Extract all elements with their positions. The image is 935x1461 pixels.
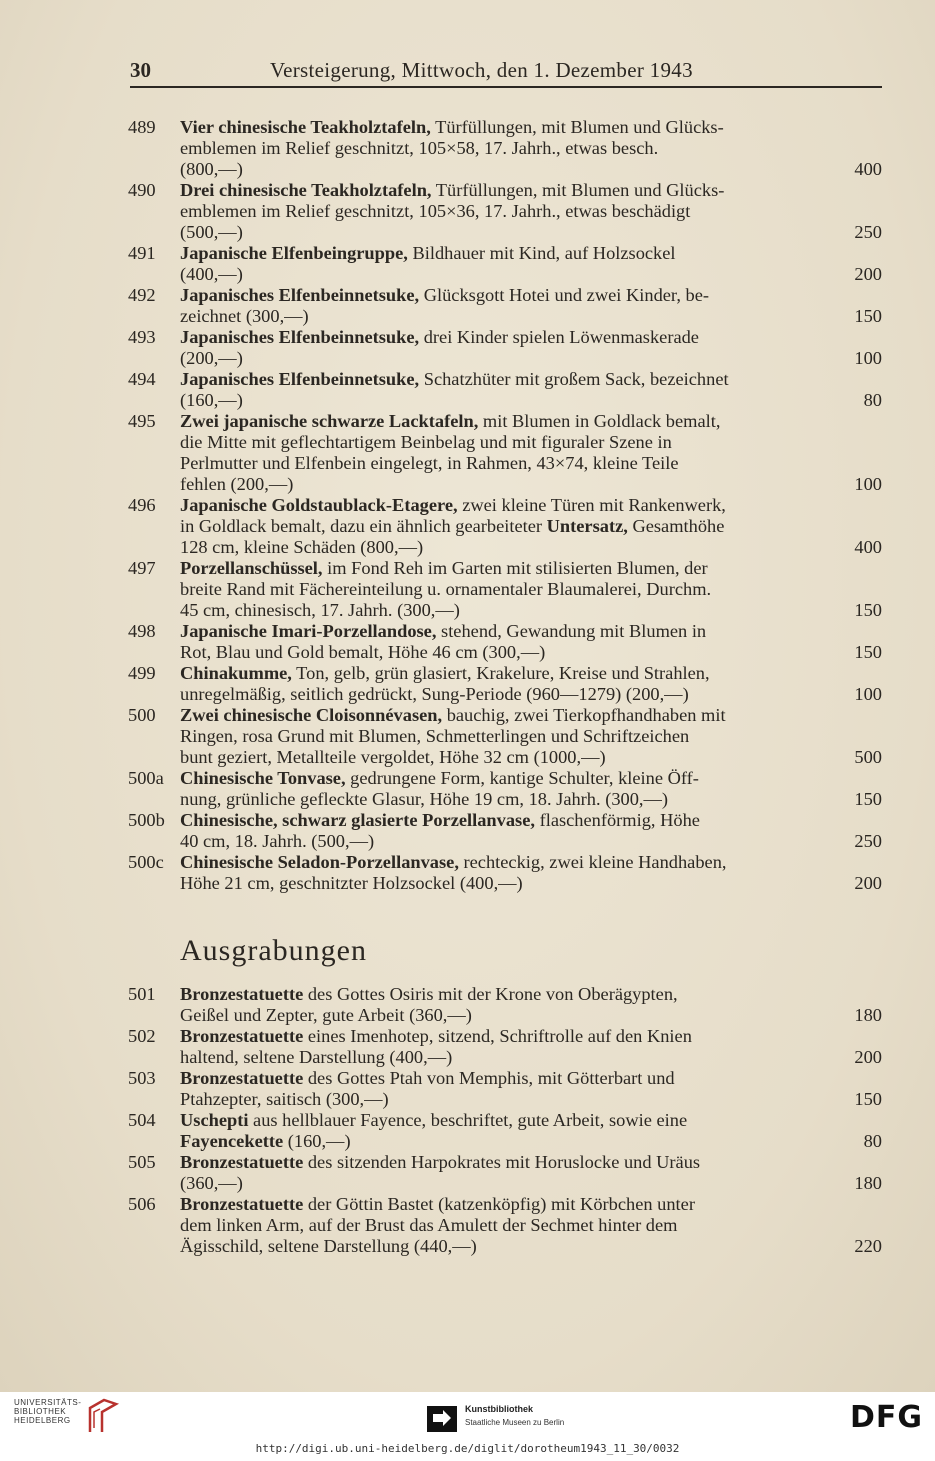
lot-price: 250 xyxy=(854,222,882,242)
description-line xyxy=(180,831,882,852)
description-line xyxy=(180,984,882,1005)
description-line xyxy=(180,600,882,621)
ub-logo-line: UNIVERSITÄTS- xyxy=(14,1398,82,1407)
lot-text: zwei kleine Türen mit Rankenwerk, xyxy=(457,495,726,515)
lot-text: zeichnet (300,—) xyxy=(180,306,309,326)
lot-title: Japanisches Elfenbeinnetsuke, xyxy=(180,369,420,389)
lot-text: Türfüllungen, mit Blumen und Glücks- xyxy=(431,180,725,200)
lot-text: des sitzenden Harpokrates mit Horuslocke und Uräus xyxy=(303,1152,701,1172)
lot-description xyxy=(180,663,882,705)
lot-text: drei Kinder spielen Löwenmaskerade xyxy=(419,327,699,347)
lot-text: in Goldlack bemalt, dazu ein ähnlich gearbeiteter xyxy=(180,516,547,536)
lot-title: Zwei chinesische Cloisonnévasen, xyxy=(180,705,443,725)
lot-title: Bronzestatuette xyxy=(180,1152,304,1172)
lot-text: Höhe 21 cm, geschnitzter Holzsockel (400,—) xyxy=(180,873,523,893)
lot-number: 500 xyxy=(128,705,156,725)
lot-number: 491 xyxy=(128,243,156,263)
lot-number: 490 xyxy=(128,180,156,200)
description-line xyxy=(180,684,882,705)
lot-number: 496 xyxy=(128,495,156,515)
lot-number: 500c xyxy=(128,852,164,872)
description-line xyxy=(180,432,882,453)
lot-description xyxy=(180,369,882,411)
lot-title: Vier chinesische Teakholztafeln, xyxy=(180,117,431,137)
lot-list-ausgrabungen xyxy=(128,984,882,1257)
lot-text: breite Rand mit Fächereinteilung u. ornamentaler Blaumalerei, Durchm. xyxy=(180,579,712,599)
description-line xyxy=(180,768,882,789)
lot-text: eines Imenhotep, sitzend, Schriftrolle auf den Knien xyxy=(303,1026,692,1046)
lot-text: bunt geziert, Metallteile vergoldet, Höhe 32 cm (1000,—) xyxy=(180,747,606,767)
lot-number: 503 xyxy=(128,1068,156,1088)
lot-description xyxy=(180,1194,882,1257)
section-title: Ausgrabungen xyxy=(180,934,367,967)
description-line xyxy=(180,159,882,180)
kb-subtitle: Staatliche Museen zu Berlin xyxy=(465,1418,565,1427)
lot-entry xyxy=(128,1026,882,1068)
lot-text: Geißel und Zepter, gute Arbeit (360,—) xyxy=(180,1005,472,1025)
lot-price: 150 xyxy=(854,306,882,326)
lot-price: 200 xyxy=(854,264,882,284)
lot-description xyxy=(180,243,882,285)
lot-number: 506 xyxy=(128,1194,156,1214)
description-line xyxy=(180,1005,882,1026)
lot-title: Chinakumme, xyxy=(180,663,292,683)
lot-number: 502 xyxy=(128,1026,156,1046)
description-line xyxy=(180,453,882,474)
lot-number: 500a xyxy=(128,768,164,788)
lot-description xyxy=(180,1152,882,1194)
lot-description xyxy=(180,117,882,180)
lot-text: der Göttin Bastet (katzenköpfig) mit Körbchen unter xyxy=(303,1194,695,1214)
lot-text: (400,—) xyxy=(180,264,243,284)
lot-price: 150 xyxy=(854,642,882,662)
page-number: 30 xyxy=(130,58,151,82)
description-line xyxy=(180,138,882,159)
page-header xyxy=(130,52,882,88)
lot-title: Japanische Goldstaublack-Etagere, xyxy=(180,495,458,515)
lot-text: Rot, Blau und Gold bemalt, Höhe 46 cm (300,—) xyxy=(180,642,546,662)
lot-text: unregelmäßig, seitlich gedrückt, Sung-Periode (960—1279) (200,—) xyxy=(180,684,689,704)
lot-text: stehend, Gewandung mit Blumen in xyxy=(436,621,707,641)
lot-price: 150 xyxy=(854,600,882,620)
description-line xyxy=(180,642,882,663)
lot-text: 45 cm, chinesisch, 17. Jahrh. (300,—) xyxy=(180,600,460,620)
description-line xyxy=(180,201,882,222)
lot-entry xyxy=(128,705,882,768)
lot-text: Ringen, rosa Grund mit Blumen, Schmetterlingen und Schriftzeichen xyxy=(180,726,690,746)
lot-title: Chinesische Seladon-Porzellanvase, xyxy=(180,852,459,872)
description-line xyxy=(180,1026,882,1047)
lot-title: Drei chinesische Teakholztafeln, xyxy=(180,180,432,200)
description-line xyxy=(180,1131,882,1152)
kb-title: Kunstbibliothek xyxy=(465,1404,533,1414)
lot-title: Bronzestatuette xyxy=(180,984,304,1004)
lot-text: Ptahzepter, saitisch (300,—) xyxy=(180,1089,389,1109)
lot-number: 492 xyxy=(128,285,156,305)
lot-price: 150 xyxy=(854,789,882,809)
lot-title: Japanische Imari-Porzellandose, xyxy=(180,621,437,641)
description-line xyxy=(180,747,882,768)
description-line xyxy=(180,348,882,369)
lot-text: mit Blumen in Goldlack bemalt, xyxy=(478,411,721,431)
lot-description xyxy=(180,180,882,243)
kunstbibliothek-emblem-icon xyxy=(427,1406,457,1432)
lot-text: die Mitte mit geflechtartigem Beinbelag und mit figuraler Szene in xyxy=(180,432,672,452)
lot-title: Uschepti xyxy=(180,1110,249,1130)
lot-number: 495 xyxy=(128,411,156,431)
lot-entry xyxy=(128,663,882,705)
lot-title: Fayencekette xyxy=(180,1131,284,1151)
lot-text: des Gottes Ptah von Memphis, mit Götterbart und xyxy=(303,1068,675,1088)
lot-description xyxy=(180,705,882,768)
lot-price: 200 xyxy=(854,1047,882,1067)
lot-price: 200 xyxy=(854,873,882,893)
lot-description xyxy=(180,621,882,663)
description-line xyxy=(180,852,882,873)
lot-description xyxy=(180,810,882,852)
lot-entry xyxy=(128,369,882,411)
lot-entry xyxy=(128,411,882,495)
lot-entry xyxy=(128,1110,882,1152)
lot-entry xyxy=(128,180,882,243)
description-line xyxy=(180,873,882,894)
lot-price: 100 xyxy=(854,684,882,704)
lot-description xyxy=(180,327,882,369)
description-line xyxy=(180,516,882,537)
lot-title: Zwei japanische schwarze Lacktafeln, xyxy=(180,411,479,431)
lot-number: 500b xyxy=(128,810,165,830)
lot-entry xyxy=(128,327,882,369)
lot-description xyxy=(180,411,882,495)
lot-price: 180 xyxy=(854,1173,882,1193)
description-line xyxy=(180,810,882,831)
lot-number: 498 xyxy=(128,621,156,641)
description-line xyxy=(180,1047,882,1068)
lot-entry xyxy=(128,810,882,852)
ub-logo-line: HEIDELBERG xyxy=(14,1416,71,1425)
lot-entry xyxy=(128,1194,882,1257)
description-line xyxy=(180,474,882,495)
description-line xyxy=(180,1236,882,1257)
description-line xyxy=(180,495,882,516)
description-line xyxy=(180,1215,882,1236)
description-line xyxy=(180,1110,882,1131)
description-line xyxy=(180,411,882,432)
lot-text: 128 cm, kleine Schäden (800,—) xyxy=(180,537,424,557)
lot-description xyxy=(180,852,882,894)
lot-text: 40 cm, 18. Jahrh. (500,—) xyxy=(180,831,375,851)
lot-text: (160,—) xyxy=(283,1131,351,1151)
lot-description xyxy=(180,1110,882,1152)
lot-title: Chinesische Tonvase, xyxy=(180,768,346,788)
lot-text: des Gottes Osiris mit der Krone von Oberägypten, xyxy=(303,984,678,1004)
lot-entry xyxy=(128,117,882,180)
lot-text: dem linken Arm, auf der Brust das Amulett der Sechmet hinter dem xyxy=(180,1215,678,1235)
lot-price: 100 xyxy=(854,348,882,368)
description-line xyxy=(180,663,882,684)
description-line xyxy=(180,1068,882,1089)
lot-text: emblemen im Relief geschnitzt, 105×36, 17. Jahrh., etwas beschädigt xyxy=(180,201,691,221)
lot-title: Bronzestatuette xyxy=(180,1026,304,1046)
lot-text: bauchig, zwei Tierkopfhandhaben mit xyxy=(442,705,726,725)
lot-description xyxy=(180,1068,882,1110)
lot-text: flaschenförmig, Höhe xyxy=(534,810,700,830)
lot-price: 80 xyxy=(863,390,882,410)
lot-number: 505 xyxy=(128,1152,156,1172)
description-line xyxy=(180,369,882,390)
lot-entry xyxy=(128,1068,882,1110)
description-line xyxy=(180,264,882,285)
lot-text: Türfüllungen, mit Blumen und Glücks- xyxy=(430,117,724,137)
lot-text: aus hellblauer Fayence, beschriftet, gute Arbeit, sowie eine xyxy=(248,1110,688,1130)
lot-entry xyxy=(128,984,882,1026)
description-line xyxy=(180,1173,882,1194)
lot-text: Ägisschild, seltene Darstellung (440,—) xyxy=(180,1236,477,1256)
lot-text: (500,—) xyxy=(180,222,243,242)
lot-description xyxy=(180,285,882,327)
description-line xyxy=(180,222,882,243)
lot-price: 400 xyxy=(854,159,882,179)
lot-title: Bronzestatuette xyxy=(180,1068,304,1088)
lot-text: Glücksgott Hotei und zwei Kinder, be- xyxy=(419,285,709,305)
lot-text: nung, grünliche gefleckte Glasur, Höhe 19 cm, 18. Jahrh. (300,—) xyxy=(180,789,669,809)
lot-text: Ton, gelb, grün glasiert, Krakelure, Kreise und Strahlen, xyxy=(291,663,710,683)
lot-text: emblemen im Relief geschnitzt, 105×58, 17. Jahrh., etwas besch. xyxy=(180,138,659,158)
lot-entry xyxy=(128,558,882,621)
lot-entry xyxy=(128,768,882,810)
lot-number: 504 xyxy=(128,1110,156,1130)
lot-number: 499 xyxy=(128,663,156,683)
lot-title: Untersatz, xyxy=(546,516,628,536)
kunstbibliothek-logo[interactable] xyxy=(427,1398,607,1434)
description-line xyxy=(180,621,882,642)
lot-title: Porzellanschüssel, xyxy=(180,558,323,578)
lot-text: Schatzhüter mit großem Sack, bezeichnet xyxy=(419,369,729,389)
lot-price: 220 xyxy=(854,1236,882,1256)
ub-logo-line: BIBLIOTHEK xyxy=(14,1407,67,1416)
lot-text: (360,—) xyxy=(180,1173,243,1193)
lot-entry xyxy=(128,852,882,894)
lot-list xyxy=(128,117,882,894)
lot-entry xyxy=(128,243,882,285)
description-line xyxy=(180,789,882,810)
lot-text: (160,—) xyxy=(180,390,243,410)
lot-text: rechteckig, zwei kleine Handhaben, xyxy=(458,852,727,872)
lot-number: 494 xyxy=(128,369,156,389)
lot-description xyxy=(180,984,882,1026)
lot-entry xyxy=(128,495,882,558)
lot-entry xyxy=(128,285,882,327)
lot-price: 150 xyxy=(854,1089,882,1109)
lot-text: Gesamthöhe xyxy=(627,516,725,536)
lot-text: gedrungene Form, kantige Schulter, kleine Öff- xyxy=(345,768,699,788)
description-line xyxy=(180,306,882,327)
lot-title: Japanische Elfenbeingruppe, xyxy=(180,243,408,263)
lot-description xyxy=(180,1026,882,1068)
lot-title: Japanisches Elfenbeinnetsuke, xyxy=(180,327,420,347)
ub-emblem-icon xyxy=(86,1398,120,1434)
lot-entry xyxy=(128,1152,882,1194)
description-line xyxy=(180,285,882,306)
description-line xyxy=(180,558,882,579)
lot-number: 493 xyxy=(128,327,156,347)
lot-number: 489 xyxy=(128,117,156,137)
ub-heidelberg-logo[interactable] xyxy=(14,1398,124,1434)
lot-text: (800,—) xyxy=(180,159,243,179)
footer-bar xyxy=(0,1392,935,1442)
description-line xyxy=(180,180,882,201)
lot-price: 100 xyxy=(854,474,882,494)
lot-entry xyxy=(128,621,882,663)
lot-text: haltend, seltene Darstellung (400,—) xyxy=(180,1047,453,1067)
lot-text: Bildhauer mit Kind, auf Holzsockel xyxy=(407,243,676,263)
lot-number: 497 xyxy=(128,558,156,578)
lot-text: (200,—) xyxy=(180,348,243,368)
lot-text: im Fond Reh im Garten mit stilisierten Blumen, der xyxy=(322,558,708,578)
description-line xyxy=(180,537,882,558)
running-title: Versteigerung, Mittwoch, den 1. Dezember 1943 xyxy=(270,58,693,82)
lot-price: 250 xyxy=(854,831,882,851)
lot-price: 500 xyxy=(854,747,882,767)
lot-text: Perlmutter und Elfenbein eingelegt, in Rahmen, 43×74, kleine Teile xyxy=(180,453,679,473)
description-line xyxy=(180,1089,882,1110)
description-line xyxy=(180,579,882,600)
description-line xyxy=(180,705,882,726)
description-line xyxy=(180,726,882,747)
lot-description xyxy=(180,768,882,810)
description-line xyxy=(180,117,882,138)
description-line xyxy=(180,243,882,264)
description-line xyxy=(180,1152,882,1173)
source-url[interactable]: http://digi.ub.uni-heidelberg.de/diglit/dorotheum1943_11_30/0032 xyxy=(255,1442,680,1455)
description-line xyxy=(180,390,882,411)
lot-title: Bronzestatuette xyxy=(180,1194,304,1214)
lot-price: 180 xyxy=(854,1005,882,1025)
lot-title: Japanisches Elfenbeinnetsuke, xyxy=(180,285,420,305)
lot-description xyxy=(180,558,882,621)
dfg-logo[interactable]: DFG xyxy=(849,1400,923,1435)
lot-price: 80 xyxy=(863,1131,882,1151)
lot-number: 501 xyxy=(128,984,156,1004)
description-line xyxy=(180,1194,882,1215)
lot-description xyxy=(180,495,882,558)
lot-price: 400 xyxy=(854,537,882,557)
lot-text: fehlen (200,—) xyxy=(180,474,294,494)
lot-title: Chinesische, schwarz glasierte Porzellanvase, xyxy=(180,810,535,830)
description-line xyxy=(180,327,882,348)
